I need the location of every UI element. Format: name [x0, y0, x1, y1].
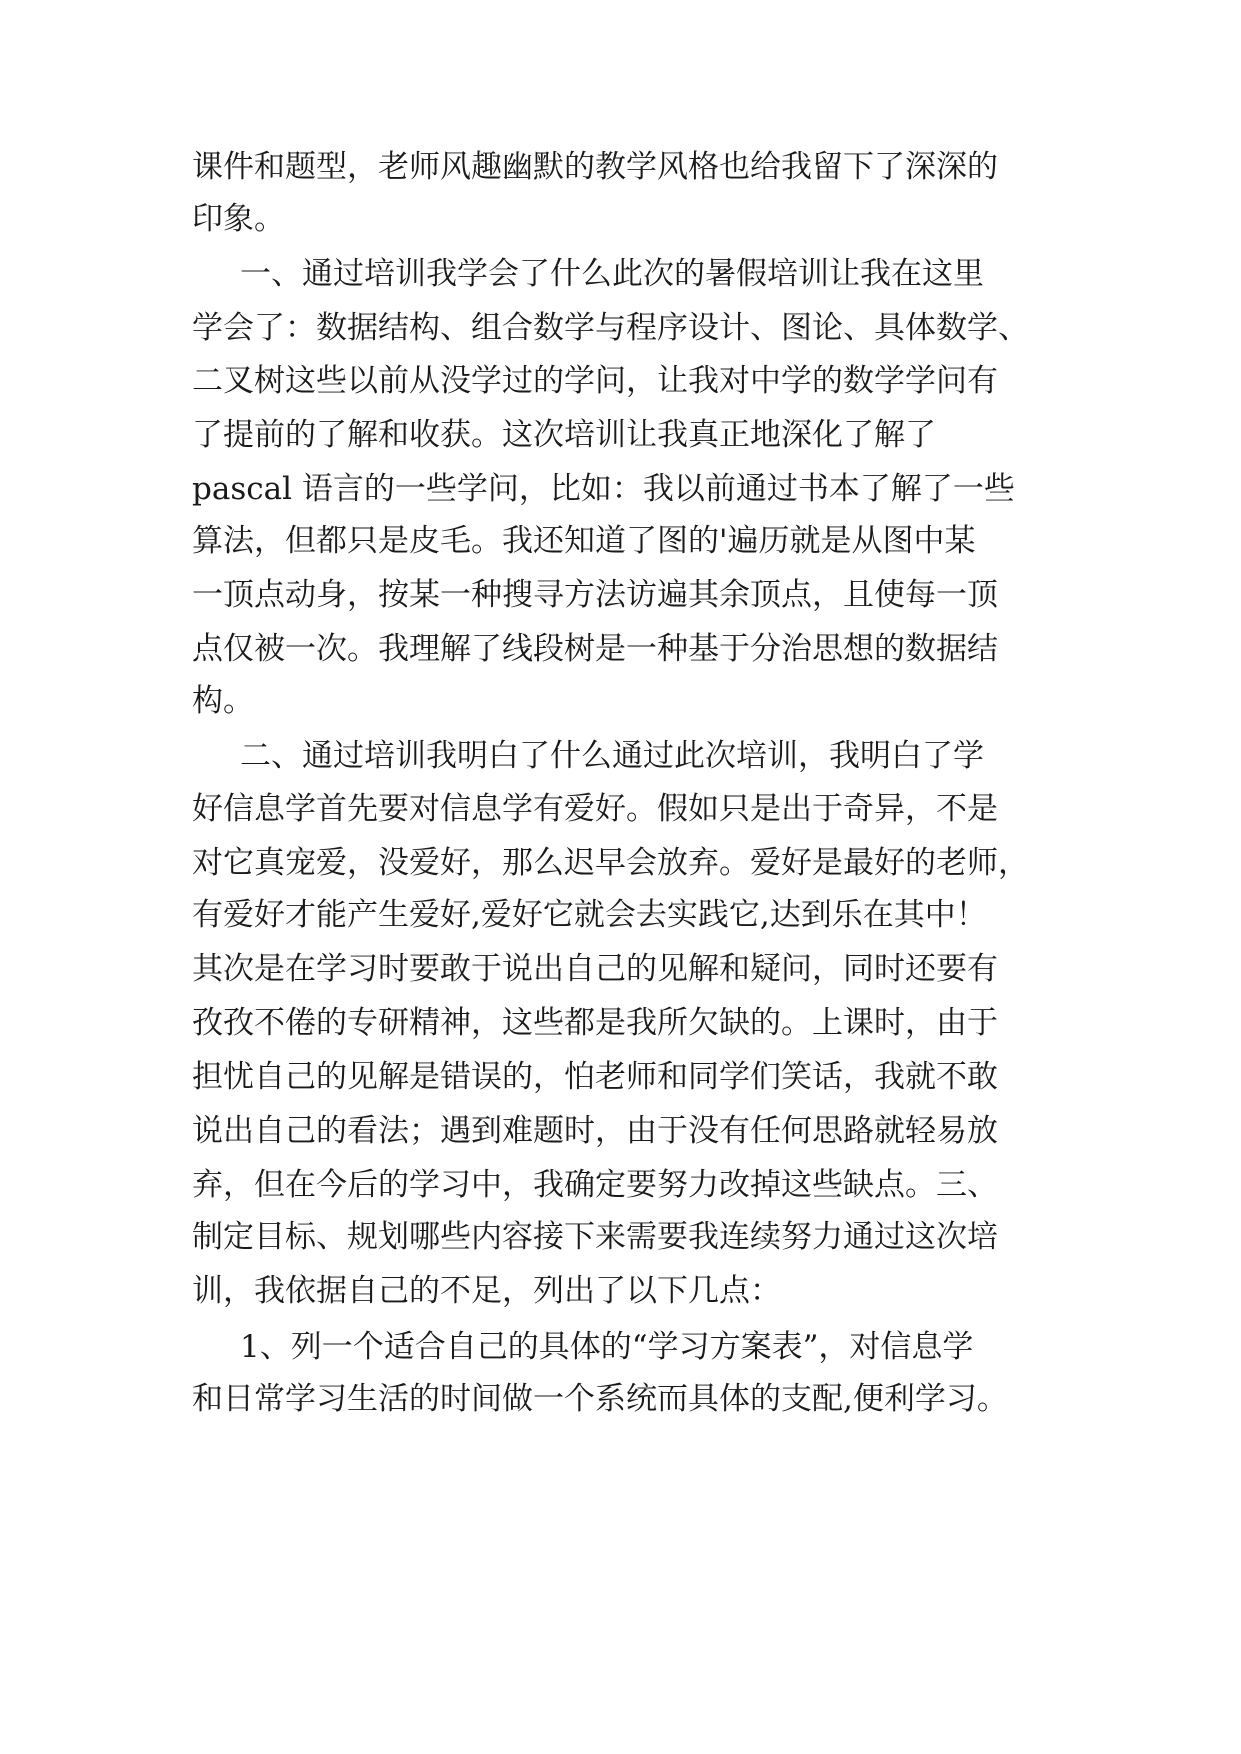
text-line: 其次是在学习时要敢于说出自己的见解和疑问，同时还要有 [192, 951, 998, 987]
text-line: 构。 [192, 683, 254, 719]
text-line: 学会了：数据结构、组合数学与程序设计、图论、具体数学、 [192, 310, 1029, 346]
text-line: 一顶点动身，按某一种搜寻方法访遍其余顶点，且使每一顶 [192, 577, 998, 613]
text-line: 和日常学习生活的时间做一个系统而具体的支配,便利学习。 [192, 1381, 1008, 1417]
text-line: 二、通过培训我明白了什么通过此次培训，我明白了学 [240, 738, 984, 774]
text-line: 制定目标、规划哪些内容接下来需要我连续努力通过这次培 [192, 1219, 998, 1255]
text-line: 弃，但在今后的学习中，我确定要努力改掉这些缺点。三、 [192, 1167, 998, 1203]
text-line: 了提前的了解和收获。这次培训让我真正地深化了解了 [192, 417, 936, 453]
text-line: 孜孜不倦的专研精神，这些都是我所欠缺的。上课时，由于 [192, 1005, 998, 1041]
text-line: 训，我依据自己的不足，列出了以下几点： [192, 1273, 781, 1309]
text-line: 担忧自己的见解是错误的，怕老师和同学们笑话，我就不敢 [192, 1059, 998, 1095]
text-line: 印象。 [192, 201, 285, 237]
text-line: 一、通过培训我学会了什么此次的暑假培训让我在这里 [240, 256, 984, 292]
text-line: 好信息学首先要对信息学有爱好。假如只是出于奇异，不是 [192, 791, 998, 827]
text-line: pascal 语言的一些学问，比如：我以前通过书本了解了一些 [192, 471, 1015, 507]
text-line: 1、列一个适合自己的具体的“学习方案表”，对信息学 [240, 1329, 974, 1365]
text-line: 课件和题型，老师风趣幽默的教学风格也给我留下了深深的 [192, 149, 998, 185]
text-line: 说出自己的看法；遇到难题时，由于没有任何思路就轻易放 [192, 1113, 998, 1149]
text-line: 算法，但都只是皮毛。我还知道了图的'遍历就是从图中某 [192, 523, 976, 559]
text-line: 有爱好才能产生爱好,爱好它就会去实践它,达到乐在其中！ [192, 897, 987, 933]
text-line: 对它真宠爱，没爱好，那么迟早会放弃。爱好是最好的老师， [192, 845, 1029, 881]
text-line: 点仅被一次。我理解了线段树是一种基于分治思想的数据结 [192, 631, 998, 667]
text-line: 二叉树这些以前从没学过的学问，让我对中学的数学学问有 [192, 363, 998, 399]
